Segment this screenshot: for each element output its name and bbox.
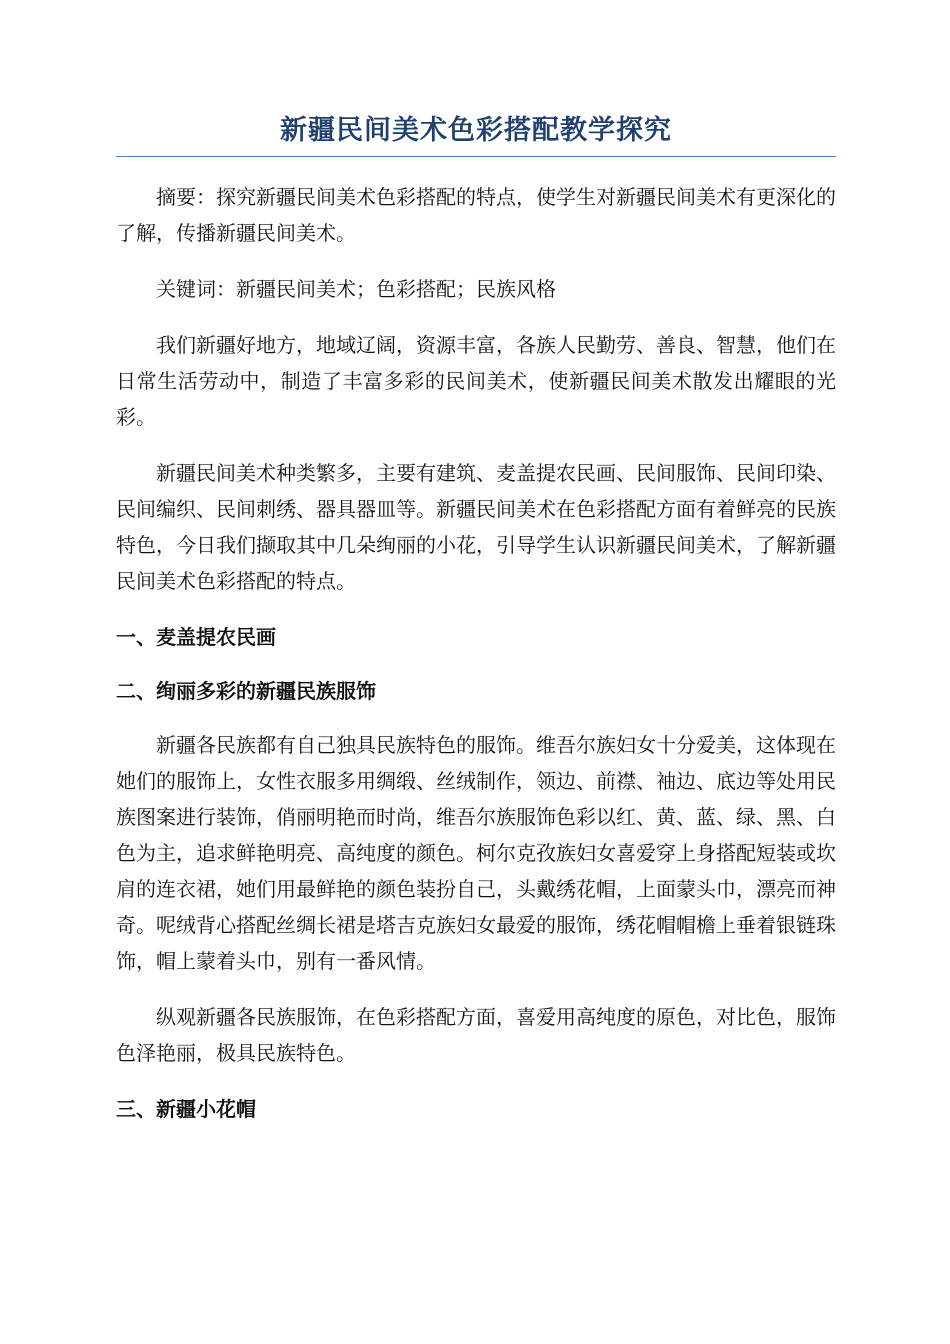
section-heading: 三、新疆小花帽 <box>116 1097 256 1121</box>
body-paragraph: 我们新疆好地方，地域辽阔，资源丰富，各族人民勤劳、善良、智慧，他们在日常生活劳动中，制造了丰富多彩的民间美术，使新疆民间美术散发出耀眼的光彩。 <box>116 333 836 429</box>
document-page <box>116 108 836 1145</box>
document-title: 新疆民间美术色彩搭配教学探究 <box>116 108 836 157</box>
document-body <box>116 179 836 1127</box>
keywords-paragraph: 关键词：新疆民间美术；色彩搭配；民族风格 <box>156 277 556 301</box>
abstract-paragraph: 摘要：探究新疆民间美术色彩搭配的特点，使学生对新疆民间美术有更深化的了解，传播新疆民间美术。 <box>116 185 836 245</box>
section-heading: 一、麦盖提农民画 <box>116 625 276 649</box>
body-paragraph: 纵观新疆各民族服饰，在色彩搭配方面，喜爱用高纯度的原色，对比色，服饰色泽艳丽，极具民族特色。 <box>116 1005 836 1065</box>
body-paragraph: 新疆民间美术种类繁多，主要有建筑、麦盖提农民画、民间服饰、民间印染、民间编织、民间刺绣、器具器皿等。新疆民间美术在色彩搭配方面有着鲜亮的民族特色，今日我们撷取其中几朵绚丽的小花，引导学生认识新疆民间美术，了解新疆民间美术色彩搭配的特点。 <box>116 461 836 593</box>
section-heading: 二、绚丽多彩的新疆民族服饰 <box>116 679 376 703</box>
body-paragraph: 新疆各民族都有自己独具民族特色的服饰。维吾尔族妇女十分爱美，这体现在她们的服饰上，女性衣服多用绸缎、丝绒制作，领边、前襟、袖边、底边等处用民族图案进行装饰，俏丽明艳而时尚，维吾尔族服饰色彩以红、黄、蓝、绿、黑、白色为主，追求鲜艳明亮、高纯度的颜色。柯尔克孜族妇女喜爱穿上身搭配短装或坎肩的连衣裙，她们用最鲜艳的颜色装扮自己，头戴绣花帽，上面蒙头巾，漂亮而神奇。呢绒背心搭配丝绸长裙是塔吉克族妇女最爱的服饰，绣花帽帽檐上垂着银链珠饰，帽上蒙着头巾，别有一番风情。 <box>116 733 836 973</box>
